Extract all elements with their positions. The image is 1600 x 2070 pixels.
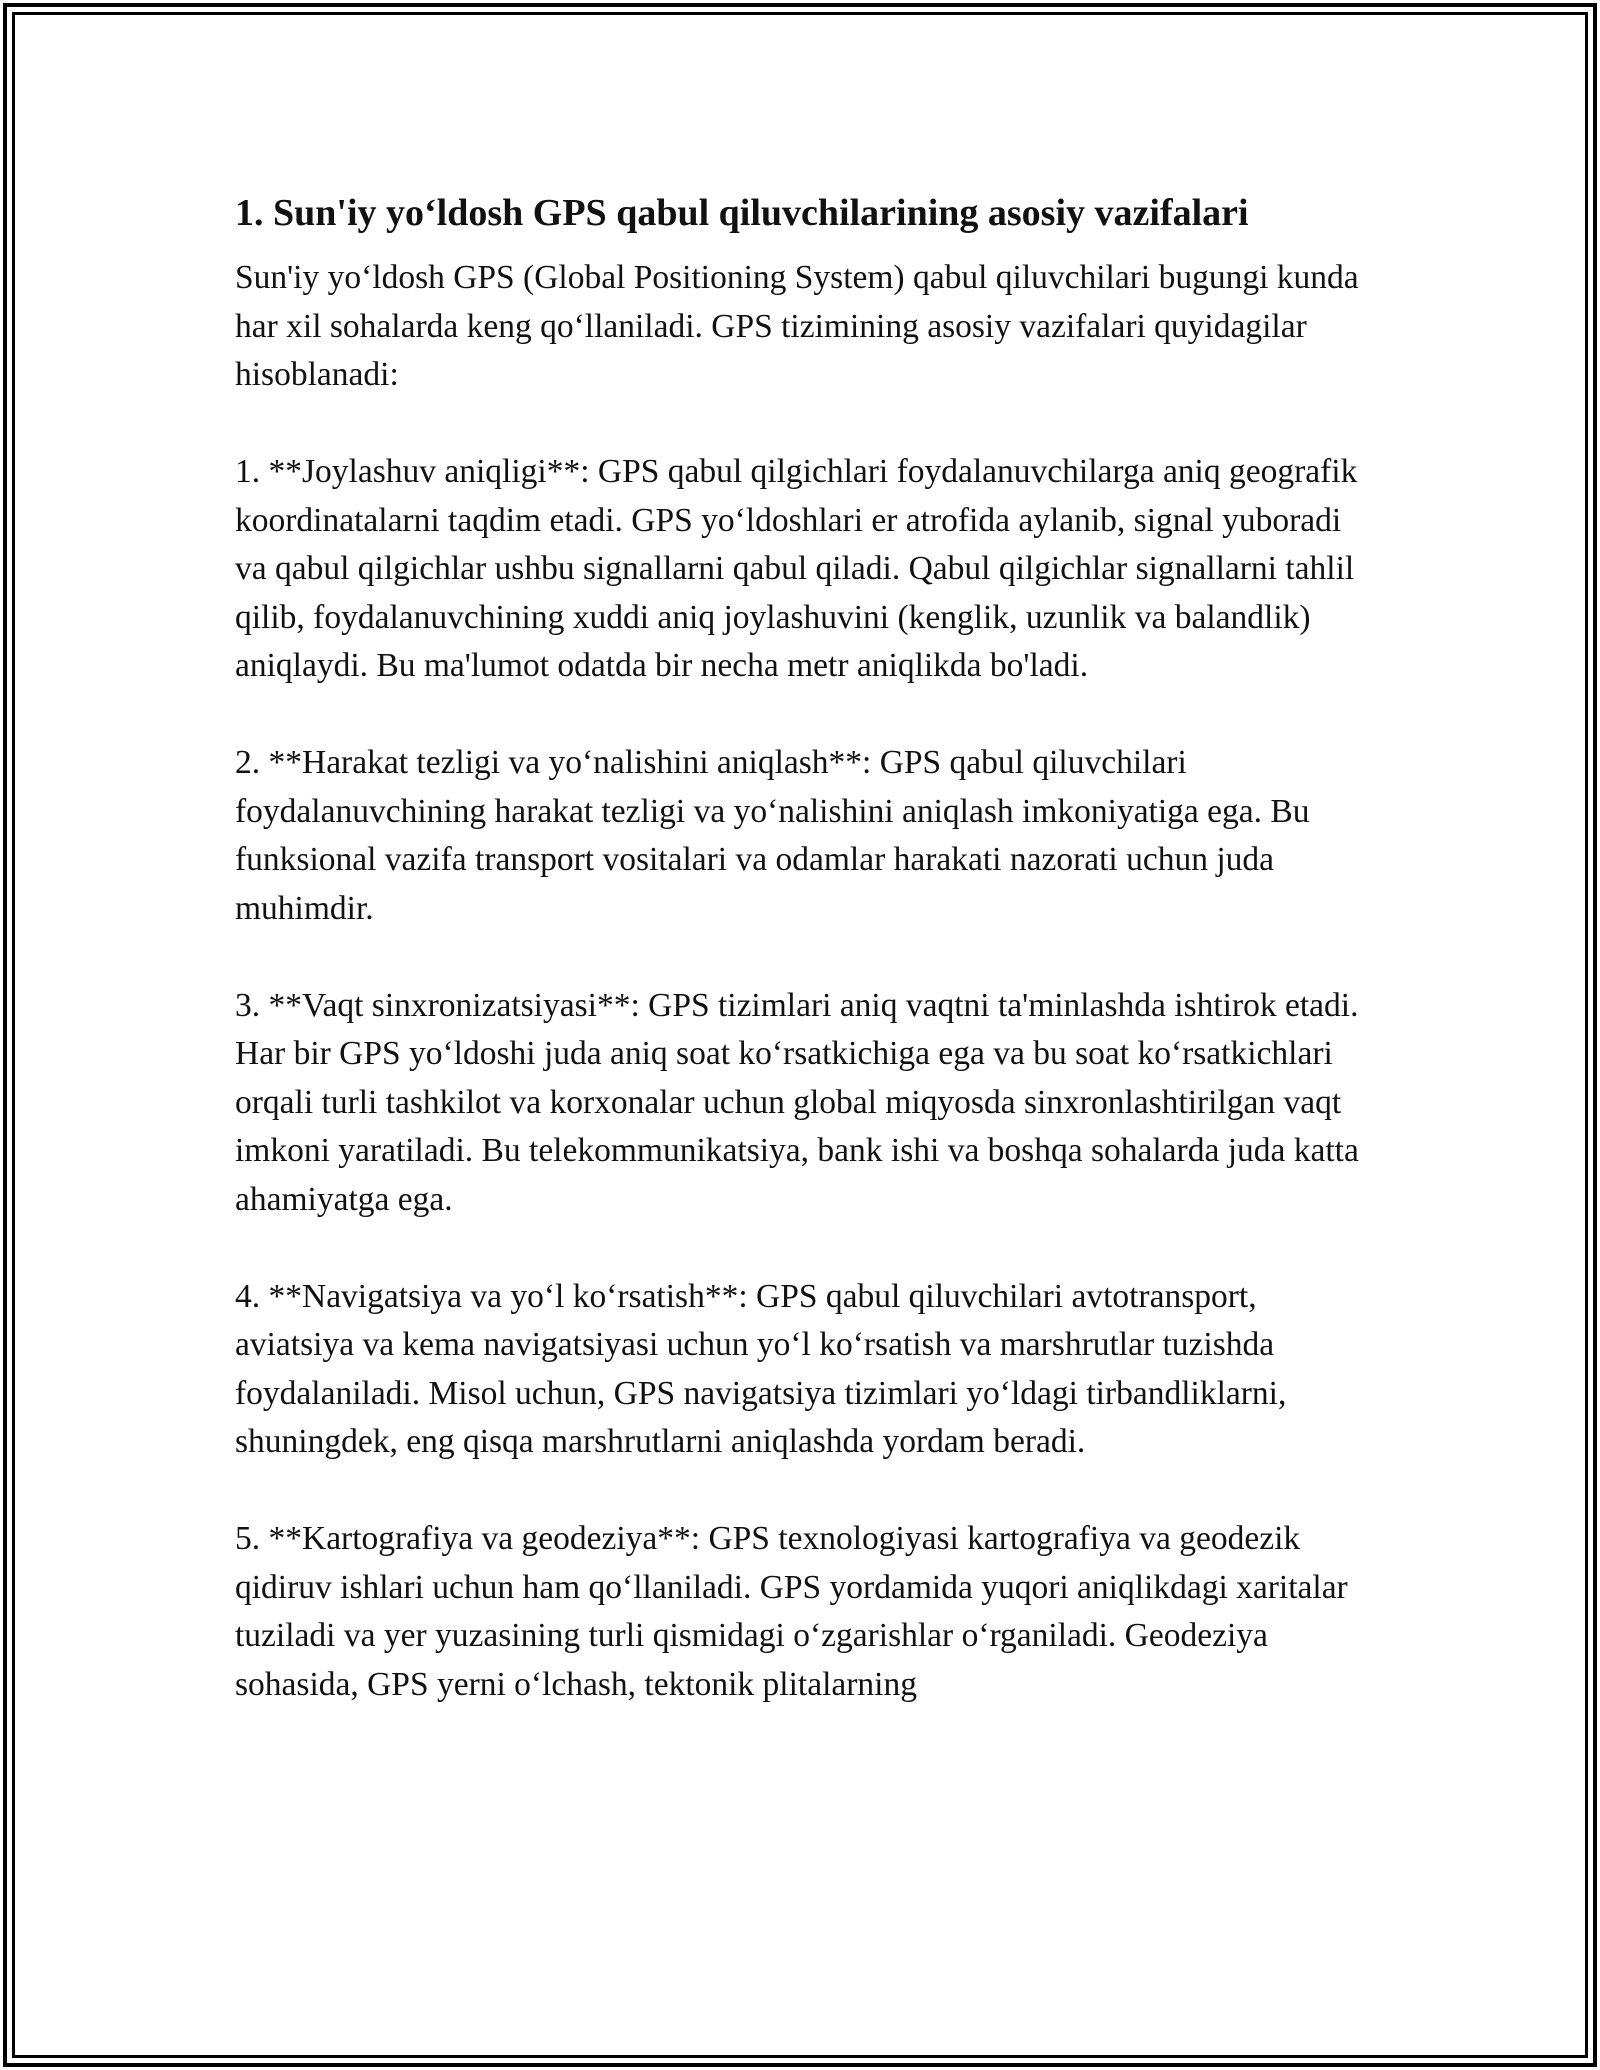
paragraph-location-accuracy: 1. **Joylashuv aniqligi**: GPS qabul qilgichlari foydalanuvchilarga aniq geografik koordinatalarni taqdim etadi. GPS yo‘ldoshlari er atrofida aylanib, signal yuboradi va qabul qilgichlar ushbu signallarni qabul qiladi. Qabul qilgichlar signallarni tahlil qilib, foydalanuvchining xuddi aniq joylashuvini (kenglik, uzunlik va balandlik) aniqlaydi. Bu ma'lumot odatda bir necha metr aniqlikda bo'ladi. (235, 453, 1358, 684)
document-title: 1. Sun'iy yo‘ldosh GPS qabul qiluvchilarining asosiy vazifalari (235, 192, 1249, 234)
paragraph-speed-direction: 2. **Harakat tezligi va yo‘nalishini aniqlash**: GPS qabul qiluvchilari foydalanuvchining harakat tezligi va yo‘nalishini aniqlash imkoniyatiga ega. Bu funksional vazifa transport vositalari va odamlar harakati nazorati uchun juda muhimdir. (235, 744, 1310, 927)
paragraph-navigation: 4. **Navigatsiya va yo‘l ko‘rsatish**: GPS qabul qiluvchilari avtotransport, aviatsiya va kema navigatsiyasi uchun yo‘l ko‘rsatish va marshrutlar tuzishda foydalaniladi. Misol uchun, GPS navigatsiya tizimlari yo‘ldagi tirbandliklarni, shuningdek, eng qisqa marshrutlarni aniqlashda yordam beradi. (235, 1277, 1287, 1460)
paragraph-cartography: 5. **Kartografiya va geodeziya**: GPS texnologiyasi kartografiya va geodezik qidiruv ishlari uchun ham qo‘llaniladi. GPS yordamida yuqori aniqlikdagi xaritalar tuziladi va yer yuzasining turli qismidagi o‘zgarishlar o‘rganiladi. Geodeziya sohasida, GPS yerni o‘lchash, tektonik plitalarning (235, 1520, 1348, 1703)
document-body (235, 188, 1375, 1758)
paragraph-intro: Sun'iy yo‘ldosh GPS (Global Positioning System) qabul qiluvchilari bugungi kunda har xil sohalarda keng qo‘llaniladi. GPS tizimining asosiy vazifalari quyidagilar hisoblanadi: (235, 259, 1359, 393)
paragraph-time-sync: 3. **Vaqt sinxronizatsiyasi**: GPS tizimlari aniq vaqtni ta'minlashda ishtirok etadi. Har bir GPS yo‘ldoshi juda aniq soat ko‘rsatkichiga ega va bu soat ko‘rsatkichlari orqali turli tashkilot va korxonalar uchun global miqyosda sinxronlashtirilgan vaqt imkoni yaratiladi. Bu telekommunikatsiya, bank ishi va boshqa sohalarda juda katta ahamiyatga ega. (235, 986, 1359, 1218)
